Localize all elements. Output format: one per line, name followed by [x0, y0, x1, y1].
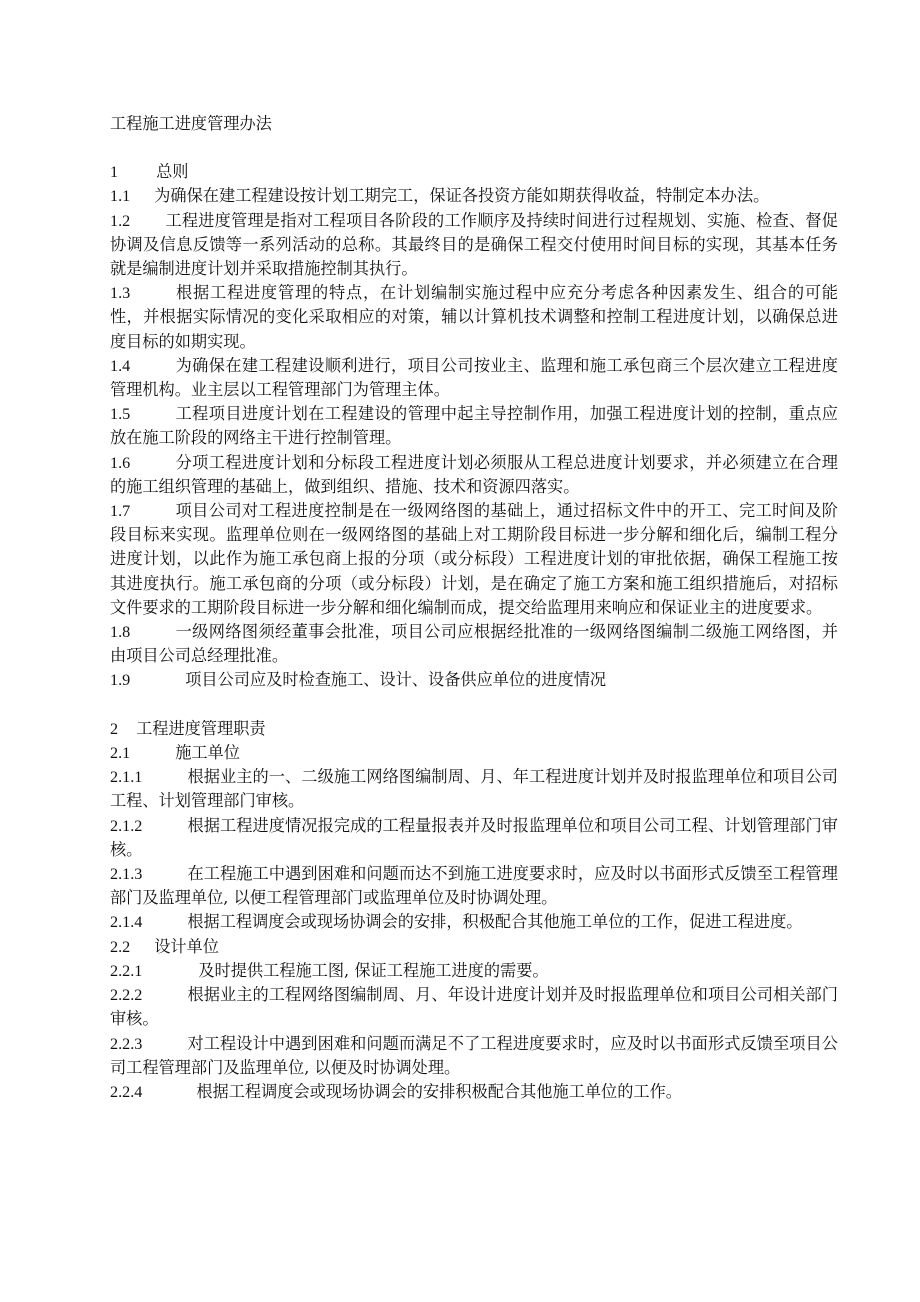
- clause-number: 1.3: [110, 284, 131, 303]
- clause-1-4: [110, 354, 838, 402]
- clause-text: 根据业主的一、二级施工网络图编制周、月、年工程进度计划并及时报监理单位和项目公司工程、计划管理部门审核。: [110, 767, 838, 811]
- clause-2-1-1: [110, 765, 838, 813]
- clause-number: 1.5: [110, 405, 131, 424]
- clause-number: 1.8: [110, 623, 131, 642]
- clause-number: 1.1: [110, 187, 131, 206]
- clause-2-1-4: [110, 910, 838, 934]
- document-body: [110, 112, 838, 1104]
- clause-text: 施工单位: [175, 743, 240, 763]
- clause-1-7: [110, 499, 838, 620]
- clause-1-6: [110, 451, 838, 499]
- clause-number: 1.9: [110, 671, 131, 690]
- section-2: [110, 693, 838, 1104]
- clause-number: 2.1.1: [110, 768, 143, 787]
- clause-number: 2.2.2: [110, 986, 143, 1005]
- clause-number: 2.1.4: [110, 913, 143, 932]
- clause-2-2-2: [110, 983, 838, 1031]
- clause-text: 对工程设计中遇到困难和问题而满足不了工程进度要求时，应及时以书面形式反馈至项目公司工程管理部门及监理单位, 以便及时协调处理。: [110, 1033, 838, 1077]
- clause-text: 在工程施工中遇到困难和问题而达不到施工进度要求时，应及时以书面形式反馈至工程管理部门及监理单位, 以便工程管理部门或监理单位及时协调处理。: [110, 864, 838, 908]
- clause-text: 根据工程调度会或现场协调会的安排，积极配合其他施工单位的工作，促进工程进度。: [187, 912, 803, 932]
- document-sections: [110, 160, 838, 1104]
- clause-number: 1.6: [110, 453, 131, 472]
- section-1: [110, 160, 838, 692]
- clause-1-3: [110, 281, 838, 354]
- clause-2-1-2: [110, 814, 838, 862]
- clause-text: 为确保在建工程建设顺利进行，项目公司按业主、监理和施工承包商三个层次建立工程进度管理机构。业主层以工程管理部门为管理主体。: [110, 355, 838, 400]
- clause-2-2-3: [110, 1032, 838, 1080]
- clause-text: 分项工程进度计划和分标段工程进度计划必须服从工程总进度计划要求，并必须建立在合理的施工组织管理的基础上，做到组织、措施、技术和资源四落实。: [110, 452, 838, 496]
- clause-text: 项目公司对工程进度控制是在一级网络图的基础上，通过招标文件中的开工、完工时间及阶段目标来实现。监理单位则在一级网络图的基础上对工期阶段目标进一步分解和细化后，编制工程分进度计划，以此作为施工承包商上报的分项（或分标段）工程进度计划的审批依据，确保工程施工按其进度执行。施工承包商的分项（或分标段）计划，是在确定了施工方案和施工组织措施后，对招标文件要求的工期阶段目标进一步分解和细化编制而成，提交给监理用来响应和保证业主的进度要求。: [110, 501, 838, 617]
- clause-2-1-3: [110, 862, 838, 910]
- clause-text: 一级网络图须经董事会批准，项目公司应根据经批准的一级网络图编制二级施工网络图，并由项目公司总经理批准。: [110, 622, 838, 666]
- clause-text: 项目公司应及时检查施工、设计、设备供应单位的进度情况: [185, 670, 607, 690]
- clause-1-5: [110, 402, 838, 450]
- section-number: 1: [110, 163, 119, 182]
- clause-1-2: [110, 209, 838, 282]
- clause-text: 根据业主的工程网络图编制周、月、年设计进度计划并及时报监理单位和项目公司相关部门审核。: [110, 985, 838, 1029]
- clause-number: 2.2.1: [110, 961, 143, 980]
- clause-number: 2.2.3: [110, 1034, 143, 1053]
- clause-2-1: [110, 741, 838, 765]
- clause-text: 根据工程调度会或现场协调会的安排积极配合其他施工单位的工作。: [196, 1081, 682, 1101]
- section-heading-text: 工程进度管理职责: [136, 718, 266, 738]
- clause-text: 根据工程进度管理的特点，在计划编制实施过程中应充分考虑各种因素发生、组合的可能性，并根据实际情况的变化采取相应的对策，辅以计算机技术调整和控制工程进度计划，以确保总进度目标的如期实现。: [110, 283, 838, 351]
- section-heading: [110, 717, 838, 741]
- clause-1-1: [110, 184, 838, 208]
- clause-number: 2.1.3: [110, 865, 143, 884]
- clause-text: 工程进度管理是指对工程项目各阶段的工作顺序及持续时间进行过程规划、实施、检查、督促协调及信息反馈等一系列活动的总称。其最终目的是确保工程交付使用时间目标的实现，其基本任务就是编制进度计划并采取措施控制其执行。: [110, 210, 838, 279]
- clause-1-9: [110, 668, 838, 692]
- clause-text: 及时提供工程施工图, 保证工程施工进度的需要。: [198, 960, 549, 980]
- clause-number: 2.2: [110, 937, 131, 956]
- section-heading-text: 总则: [156, 162, 189, 182]
- clause-1-8: [110, 620, 838, 668]
- clause-number: 1.2: [110, 211, 131, 230]
- section-heading: [110, 160, 838, 184]
- blank-line: [110, 693, 838, 717]
- clause-number: 2.2.4: [110, 1082, 143, 1101]
- document-title: 工程施工进度管理办法: [110, 114, 272, 133]
- clause-number: 2.1: [110, 744, 131, 763]
- clause-text: 设计单位: [154, 936, 219, 956]
- clause-2-2-4: [110, 1080, 838, 1104]
- clause-text: 为确保在建工程建设按计划工期完工，保证各投资方能如期获得收益，特制定本办法。: [154, 186, 770, 206]
- clause-text: 根据工程进度情况报完成的工程量报表并及时报监理单位和项目公司工程、计划管理部门审核。: [110, 815, 838, 859]
- clause-number: 1.4: [110, 356, 131, 375]
- clause-2-2-1: [110, 959, 838, 983]
- clause-text: 工程项目进度计划在工程建设的管理中起主导控制作用，加强工程进度计划的控制，重点应放在施工阶段的网络主干进行控制管理。: [110, 404, 838, 448]
- clause-2-2: [110, 935, 838, 959]
- clause-number: 2.1.2: [110, 816, 143, 835]
- clause-number: 1.7: [110, 502, 131, 521]
- section-number: 2: [110, 719, 119, 738]
